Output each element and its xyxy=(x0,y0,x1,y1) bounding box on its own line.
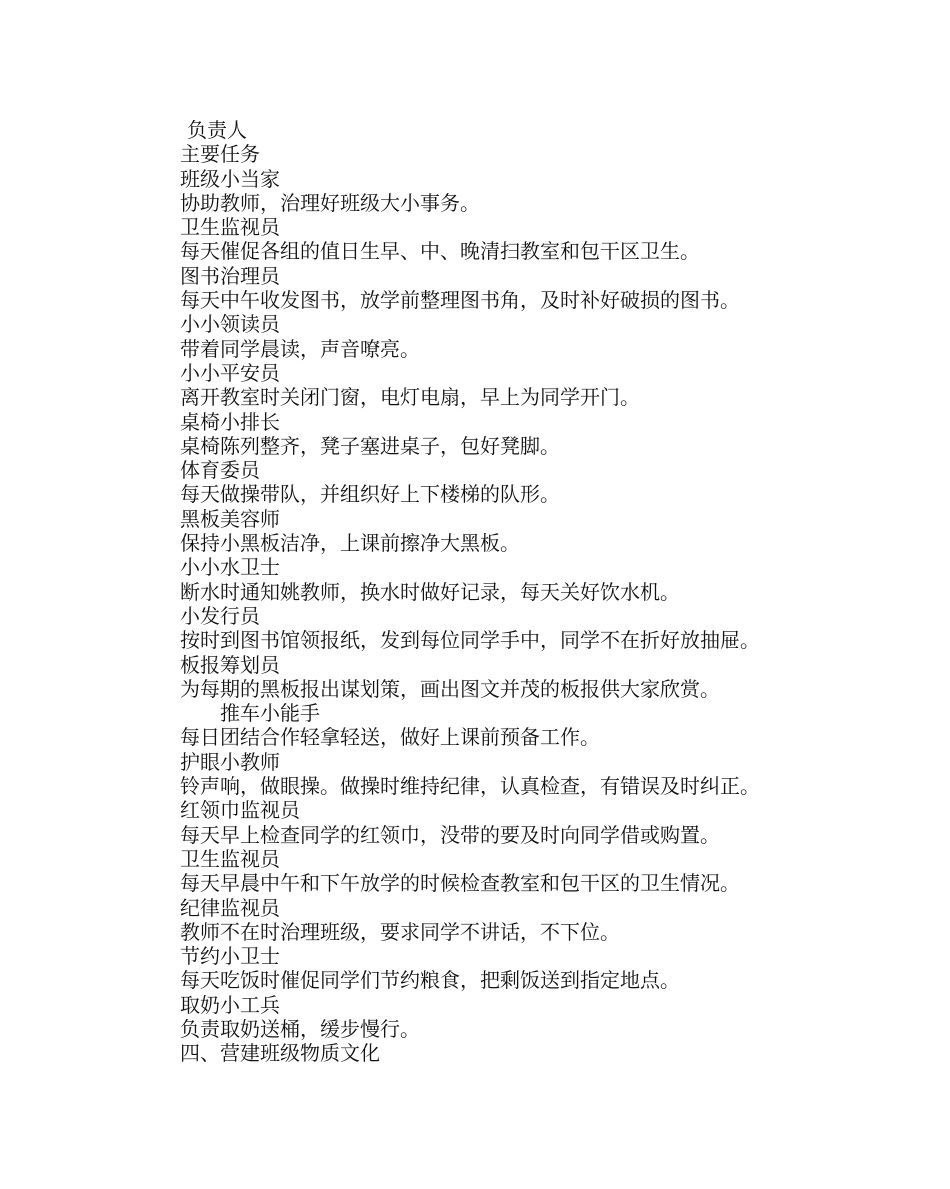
role-task: 离开教室时关闭门窗，电灯电扇，早上为同学开门。 xyxy=(180,385,640,410)
role-title: 黑板美容师 xyxy=(180,506,280,531)
role-title: 纪律监视员 xyxy=(180,895,280,920)
role-task: 每天吃饭时催促同学们节约粮食，把剩饭送到指定地点。 xyxy=(180,968,680,993)
role-title: 护眼小教师 xyxy=(180,749,280,774)
role-task: 铃声响，做眼操。做操时维持纪律，认真检查，有错误及时纠正。 xyxy=(180,774,760,799)
role-title: 小小水卫士 xyxy=(180,555,280,580)
role-title: 推车小能手 xyxy=(220,701,320,726)
header-main-task: 主要任务 xyxy=(180,142,260,167)
role-title: 卫生监视员 xyxy=(180,846,280,871)
role-task: 每天催促各组的值日生早、中、晚清扫教室和包干区卫生。 xyxy=(180,239,700,264)
role-title: 小发行员 xyxy=(180,603,260,628)
document-body xyxy=(180,118,920,1066)
role-task: 每天早晨中午和下午放学的时候检查教室和包干区的卫生情况。 xyxy=(180,871,740,896)
role-task: 每日团结合作轻拿轻送，做好上课前预备工作。 xyxy=(180,725,600,750)
role-title: 节约小卫士 xyxy=(180,944,280,969)
role-title: 小小平安员 xyxy=(180,360,280,385)
role-task: 协助教师，治理好班级大小事务。 xyxy=(180,190,480,215)
header-responsible: 负责人 xyxy=(187,118,247,142)
role-task: 保持小黑板洁净，上课前擦净大黑板。 xyxy=(180,531,520,556)
role-task: 桌椅陈列整齐，凳子塞进桌子，包好凳脚。 xyxy=(180,433,560,458)
role-task: 教师不在时治理班级，要求同学不讲话，不下位。 xyxy=(180,919,620,944)
role-title: 班级小当家 xyxy=(180,166,280,191)
role-task: 每天做操带队，并组织好上下楼梯的队形。 xyxy=(180,482,560,507)
role-task: 为每期的黑板报出谋划策，画出图文并茂的板报供大家欣赏。 xyxy=(180,676,720,701)
role-title: 板报筹划员 xyxy=(180,652,280,677)
role-title: 取奶小工兵 xyxy=(180,992,280,1017)
role-task: 断水时通知姚教师，换水时做好记录，每天关好饮水机。 xyxy=(180,579,680,604)
role-task: 带着同学晨读，声音嘹亮。 xyxy=(180,336,420,361)
section-heading: 四、营建班级物质文化 xyxy=(180,1041,380,1066)
role-title: 图书治理员 xyxy=(180,263,280,288)
role-title: 小小领读员 xyxy=(180,312,280,337)
role-task: 负责取奶送桶，缓步慢行。 xyxy=(180,1016,420,1041)
role-title: 桌椅小排长 xyxy=(180,409,280,434)
role-task: 每天中午收发图书，放学前整理图书角，及时补好破损的图书。 xyxy=(180,288,740,313)
role-title: 红领巾监视员 xyxy=(180,798,300,823)
role-title: 体育委员 xyxy=(180,458,260,483)
role-task: 按时到图书馆领报纸，发到每位同学手中，同学不在折好放抽屉。 xyxy=(180,628,760,653)
role-task: 每天早上检查同学的红领巾，没带的要及时向同学借或购置。 xyxy=(180,822,720,847)
role-title: 卫生监视员 xyxy=(180,215,280,240)
